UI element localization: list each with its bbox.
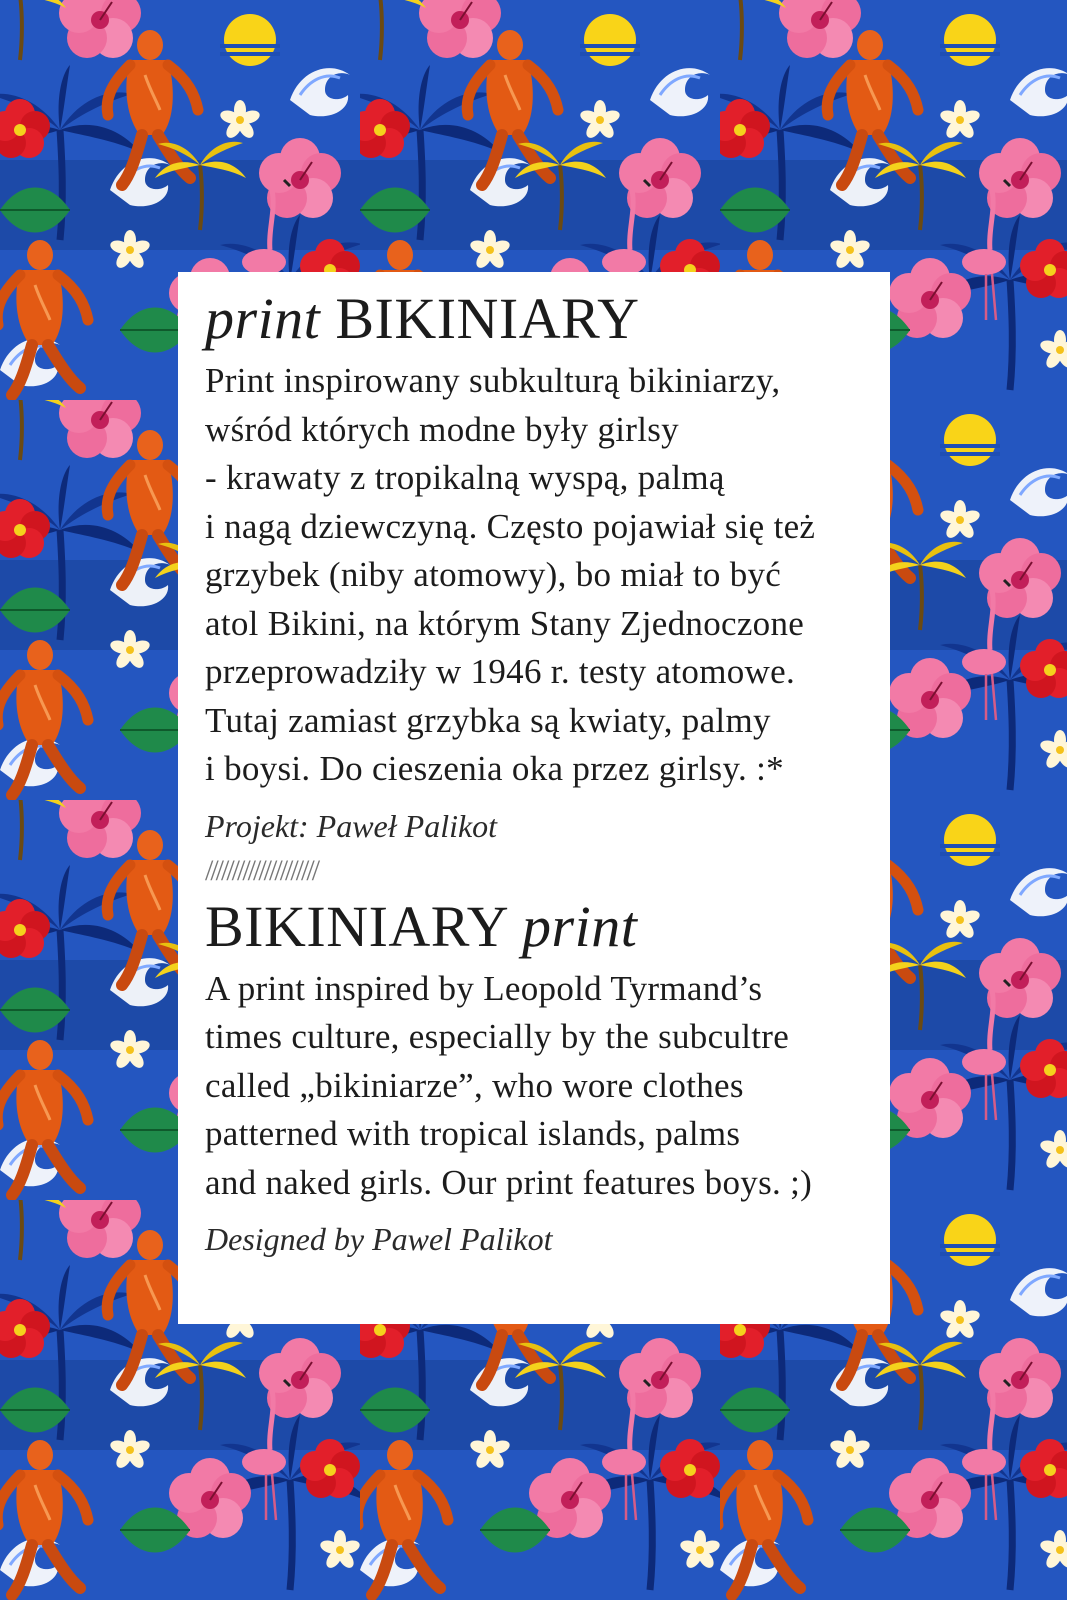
- english-heading: [205, 892, 864, 962]
- polish-line: atol Bikini, na którym Stany Zjednoczone: [205, 603, 805, 643]
- polish-line: Print inspirowany subkulturą bikiniarzy,: [205, 361, 781, 400]
- polish-line: grzybek (niby atomowy), bo miał to być: [205, 555, 782, 594]
- english-line: and naked girls. Our print features boys. ;): [205, 1162, 813, 1202]
- polish-heading-caps: BIKINIARY: [335, 286, 640, 351]
- polish-line: i nagą dziewczyną. Często pojawiał się też: [205, 506, 816, 546]
- text-card: [178, 272, 890, 1324]
- english-heading-caps: BIKINIARY: [205, 893, 508, 959]
- polish-credit: Projekt: Paweł Palikot: [205, 807, 498, 844]
- english-line: patterned with tropical islands, palms: [205, 1114, 741, 1153]
- divider: /////////////////////: [205, 853, 318, 887]
- polish-description: [205, 357, 864, 794]
- polish-line: - krawaty z tropikalną wyspą, palmą: [205, 458, 725, 497]
- polish-line: i boysi. Do cieszenia oka przez girlsy. :*: [205, 749, 784, 788]
- english-line: A print inspired by Leopold Tyrmand’s: [205, 968, 763, 1008]
- polish-line: Tutaj zamiast grzybka są kwiaty, palmy: [205, 700, 771, 740]
- polish-line: przeprowadziły w 1946 r. testy atomowe.: [205, 652, 796, 691]
- english-line: times culture, especially by the subcultre: [205, 1017, 790, 1056]
- polish-heading: [205, 284, 864, 354]
- english-heading-italic: print: [522, 893, 638, 959]
- english-description: [205, 965, 864, 1208]
- polish-line: wśród których modne były girlsy: [205, 409, 679, 449]
- polish-heading-italic: print: [205, 286, 321, 351]
- english-line: called „bikiniarze”, who wore clothes: [205, 1065, 744, 1105]
- english-credit: Designed by Pawel Palikot: [205, 1221, 553, 1257]
